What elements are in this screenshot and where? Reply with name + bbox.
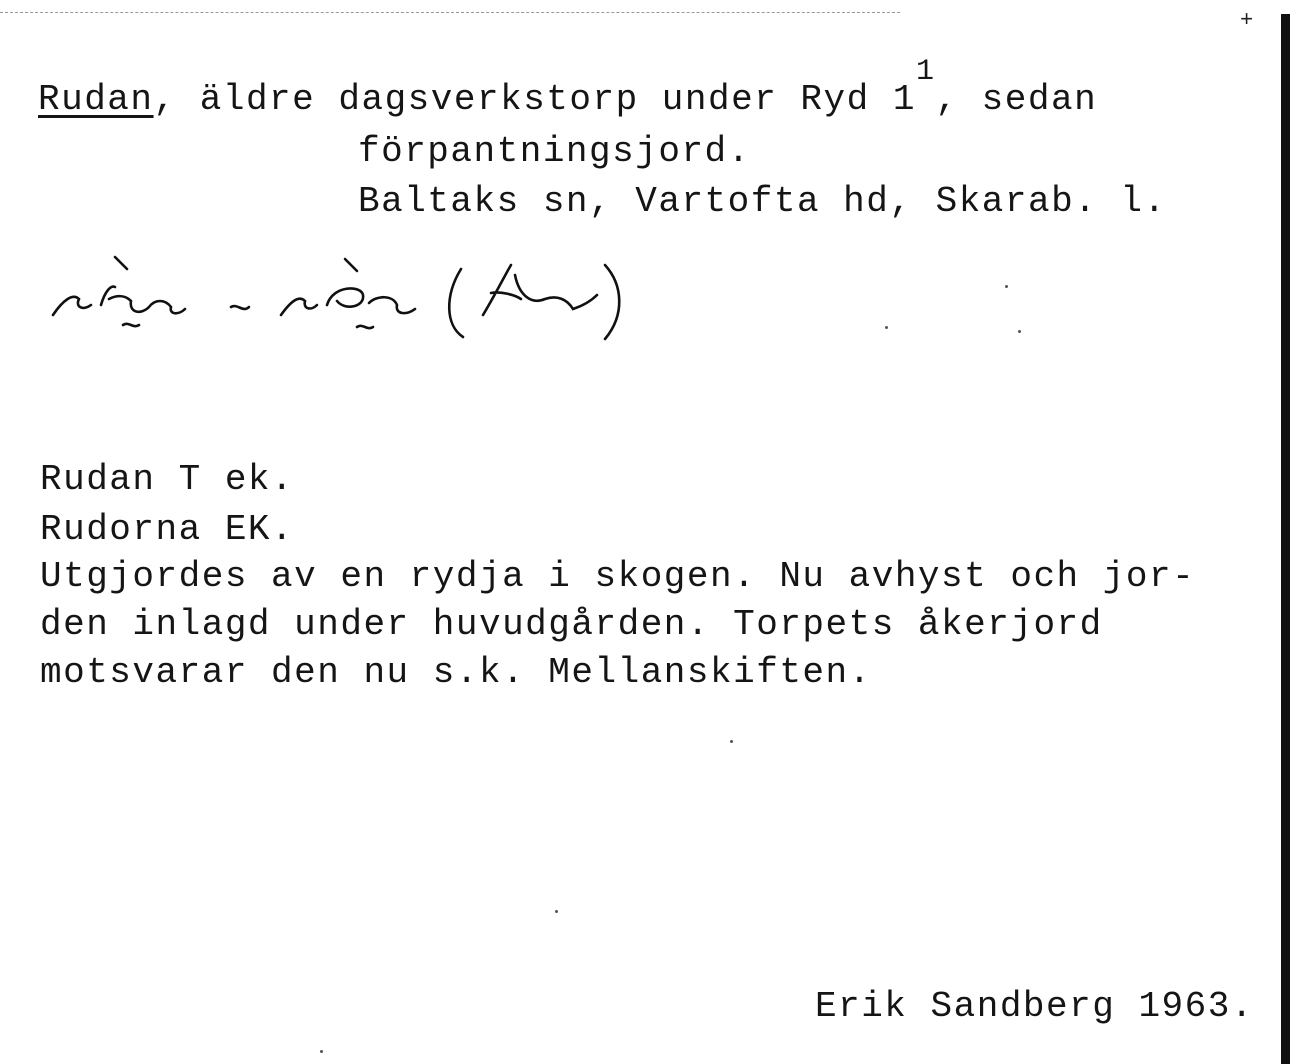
header-line-2: förpantningsjord.	[358, 131, 751, 172]
signature: Erik Sandberg 1963.	[815, 986, 1254, 1027]
body-line-4: den inlagd under huvudgården. Torpets åkerjord	[40, 604, 1103, 645]
headword: Rudan	[38, 79, 154, 120]
header-line-1-rest: , äldre dagsverkstorp under Ryd 1	[153, 79, 916, 120]
superscript: 1	[915, 55, 936, 89]
handwritten-pronunciation	[45, 255, 645, 355]
body-line-1: Rudan T ek.	[40, 459, 295, 500]
header-line-1	[38, 55, 1098, 124]
body-line-2: Rudorna EK.	[40, 509, 295, 550]
header-line-1-end: , sedan	[935, 79, 1098, 120]
top-edge-rule	[0, 12, 900, 13]
handwriting-drawing	[45, 255, 645, 355]
body-line-3: Utgjordes av en rydja i skogen. Nu avhyst och jor-	[40, 556, 1196, 597]
body-line-5: motsvarar den nu s.k. Mellanskiften.	[40, 652, 872, 693]
corner-mark: +	[1240, 8, 1254, 33]
header-line-3: Baltaks sn, Vartofta hd, Skarab. l.	[358, 181, 1167, 222]
card-right-edge	[1281, 14, 1290, 1064]
